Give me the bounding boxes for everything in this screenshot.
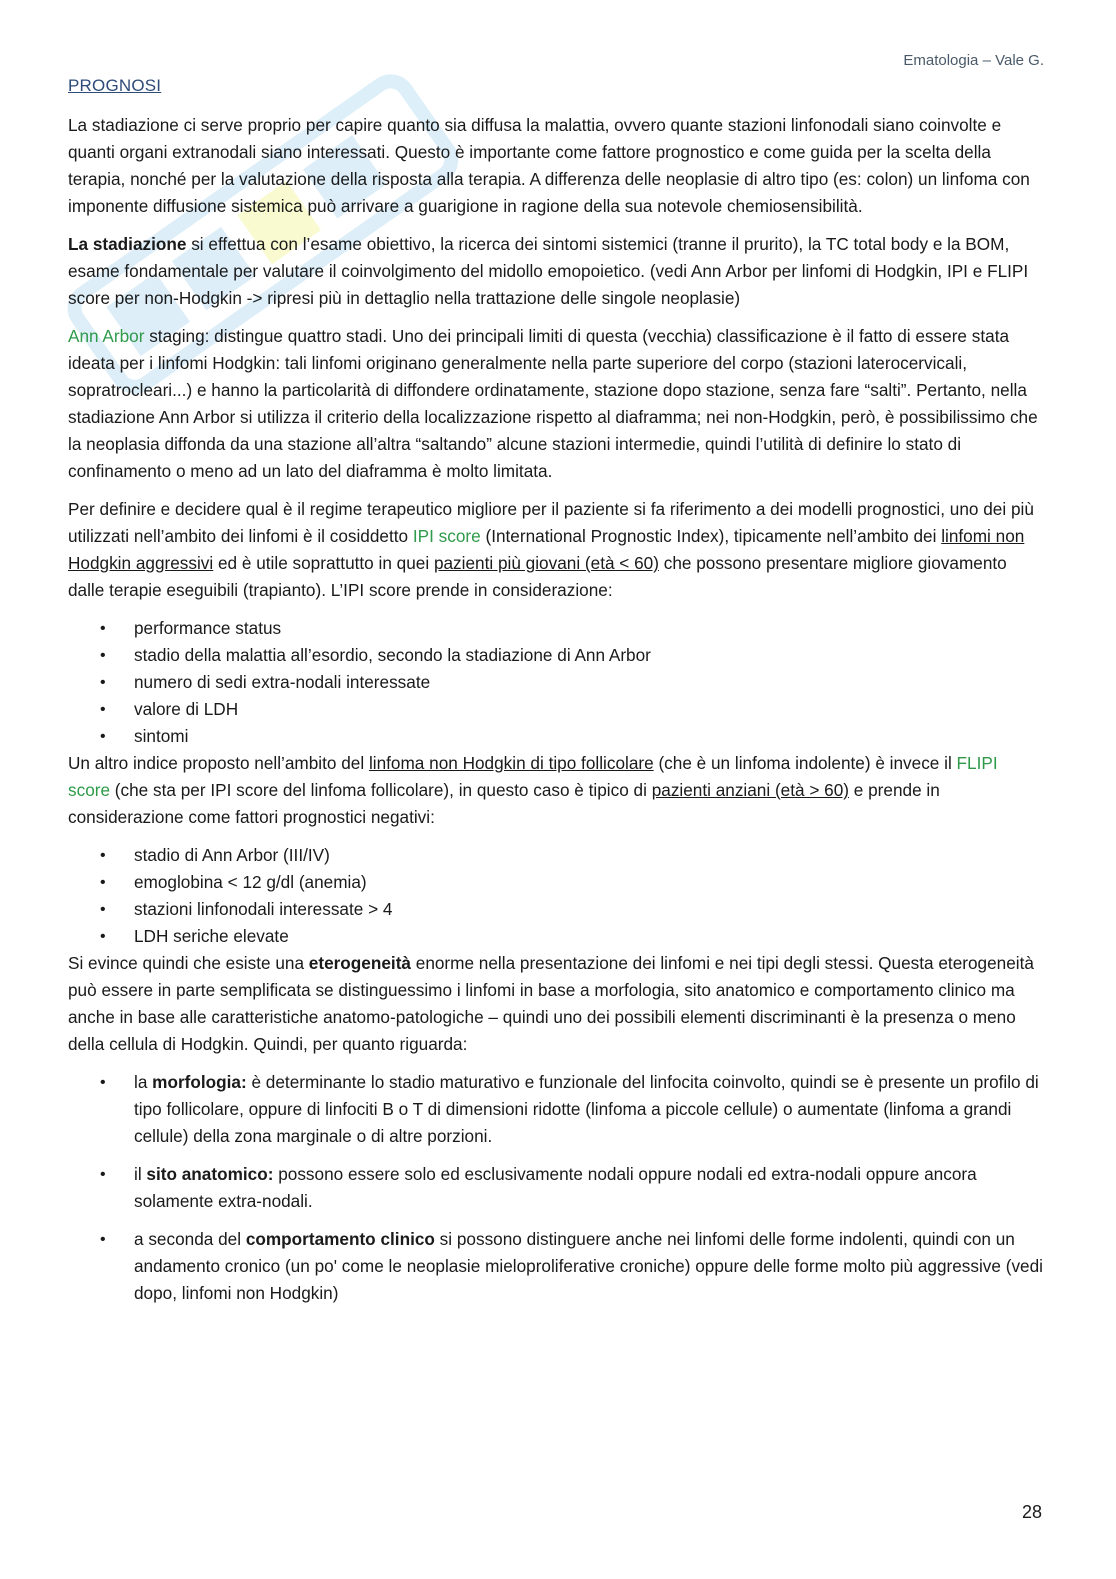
text-run: Si evince quindi che esiste una [68,953,309,973]
text-run: il [134,1164,147,1184]
text-run: possono essere solo ed esclusivamente nodali oppure nodali ed extra-nodali oppure ancora solamente extra-nodali. [134,1164,977,1211]
bold-term: eterogeneità [308,953,411,973]
running-header: Ematologia – Vale G. [903,52,1044,69]
green-term: Ann Arbor [68,326,145,346]
paragraph-staging-purpose: La stadiazione ci serve proprio per capire quanto sia diffusa la malattia, ovvero quante stazioni linfonodali siano coinvolte e quanti organi extranodali siano interessati. Questo è importante come fattore prognostico e come guida per la scelta della terapia, nonché per la valutazione della risposta alla terapia. A differenza delle neoplasie di altro tipo (es: colon) un linfoma con imponente diffusione sistemica può arrivare a guarigione in ragione della sua notevole chemiosensibilità. [68,115,1030,216]
text-run: è determinante lo stadio maturativo e funzionale del linfocita coinvolto, quindi se è presente un profilo di tipo follicolare, oppure di linfociti B o T di dimensioni ridotte (linfoma a piccole cellule) o aumentate (linfoma a grandi cellule) della zona marginale o di altre porzioni. [134,1072,1039,1146]
text-run: che possono presentare migliore giovamento dalle terapie eseguibili (trapianto). L’IPI score prende in considerazione: [68,553,1007,600]
classification-list [68,1069,1044,1307]
list-item: • stazioni linfonodali interessate > 4 [134,896,1044,923]
text-run: la [134,1072,153,1092]
underlined-term: linfoma non Hodgkin di tipo follicolare [368,753,654,773]
paragraph-flipi-score [68,750,1044,831]
text-run: si effettua con l’esame obiettivo, la ricerca dei sintomi sistemici (tranne il prurito), la TC total body e la BOM, esame fondamentale per valutare il coinvolgimento del midollo emopoietico. (vedi Ann Arbor per linfomi di Hodgkin, IPI e FLIPI score per non-Hodgkin -> ripresi più in dettaglio nella trattazione delle singole neoplasie) [68,234,1029,308]
text-run: si possono distinguere anche nei linfomi delle forme indolenti, quindi con un andamento cronico (un po' come le neoplasie mieloproliferative croniche) oppure delle forme molto più aggressive (vedi dopo, linfomi non Hodgkin) [134,1229,1043,1303]
page-number: 28 [1021,1502,1042,1522]
ipi-list [68,615,1044,750]
bold-term: sito anatomico: [146,1164,274,1184]
underlined-term: pazienti più giovani (età < 60) [433,553,659,573]
text-run: enorme nella presentazione dei linfomi e nei tipi degli stessi. Questa eterogeneità può essere in parte semplificata se distinguessimo i linfomi in base a morfologia, sito anatomico e comportamento clinico ma anche in base alle caratteristiche anatomo-patologiche – quindi uno dei possibili elementi discriminanti è la presenza o meno della cellula di Hodgkin. Quindi, per quanto riguarda: [68,953,1034,1054]
list-item: • numero di sedi extra-nodali interessate [134,669,1044,696]
text-run: Per definire e decidere qual è il regime terapeutico migliore per il paziente si fa riferimento a dei modelli prognostici, uno dei più utilizzati nell’ambito dei linfomi è il cosiddetto [68,499,1034,546]
list-item: • emoglobina < 12 g/dl (anemia) [134,869,1044,896]
bold-term: La stadiazione [68,234,187,254]
text-run: e prende in considerazione come fattori prognostici negativi: [68,780,940,827]
bold-term: comportamento clinico [245,1229,435,1249]
paragraph-ann-arbor [68,323,1044,485]
text-run: (che è un linfoma indolente) è invece il [653,753,957,773]
list-item [134,1226,1044,1307]
list-item [134,1069,1044,1150]
underlined-term: linfomi non Hodgkin aggressivi [68,526,1025,573]
text-run: ed è utile soprattutto in quei [213,553,434,573]
document-page [68,0,1044,1579]
list-item: • valore di LDH [134,696,1044,723]
flipi-list [68,842,1044,950]
section-title: PROGNOSI [68,76,162,95]
list-item: • sintomi [134,723,1044,750]
text-run: staging: distingue quattro stadi. Uno dei principali limiti di questa (vecchia) classificazione è il fatto di essere stata ideata per i linfomi Hodgkin: tali linfomi originano generalmente nella parte superiore del corpo (stazioni laterocervicali, sopratrocleari...) e hanno la particolarità di diffondere ordinatamente, stazione dopo stazione, senza fare “salti”. Pertanto, nella stadiazione Ann Arbor si utilizza il criterio della localizzazione rispetto al diaframma; nei non-Hodgkin, però, è possibilissimo che la neoplasia diffonda da una stazione all’altra “saltando” alcune stazioni intermedie, quindi l’utilità di definire lo stato di confinamento o meno ad un lato del diaframma è molto limitata. [68,326,1038,481]
text-run: (International Prognostic Index), tipicamente nell’ambito dei [480,526,942,546]
paragraph-staging-methods [68,231,1044,312]
text-run: a seconda del [134,1229,246,1249]
list-item: • LDH seriche elevate [134,923,1044,950]
list-item: • stadio della malattia all’esordio, secondo la stadiazione di Ann Arbor [134,642,1044,669]
document-body [68,112,1044,1318]
green-term: IPI score [412,526,481,546]
text-run: Un altro indice proposto nell’ambito del [68,753,369,773]
bold-term: morfologia: [152,1072,247,1092]
underlined-term: pazienti anziani (età > 60) [651,780,850,800]
paragraph-ipi-score [68,496,1044,604]
text-run: (che sta per IPI score del linfoma follicolare), in questo caso è tipico di [110,780,652,800]
list-item [134,1161,1044,1215]
green-term: FLIPI score [68,753,998,800]
paragraph-heterogeneity [68,950,1044,1058]
list-item: • stadio di Ann Arbor (III/IV) [134,842,1044,869]
list-item: • performance status [134,615,1044,642]
